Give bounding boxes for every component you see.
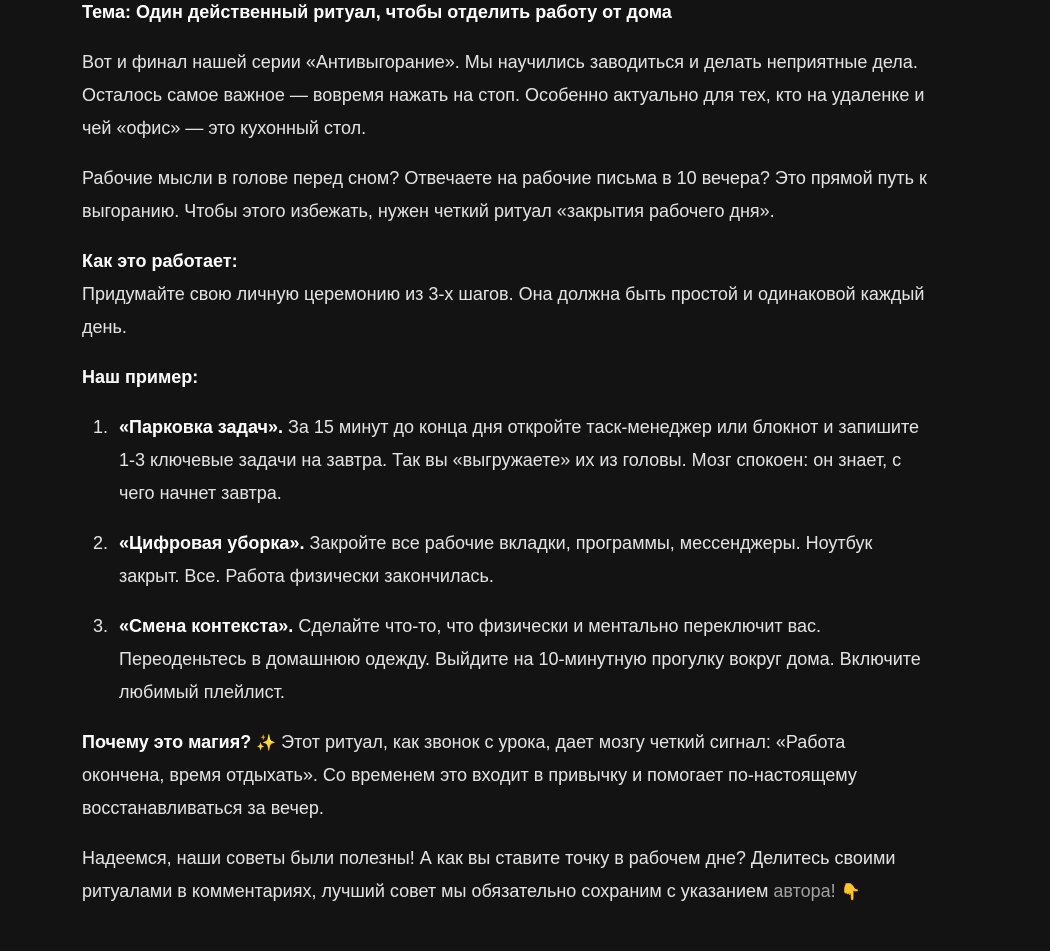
list-item — [82, 527, 932, 593]
magic-text: Этот ритуал, как звонок с урока, дает мозгу четкий сигнал: «Работа окончена, время отдыхать». Со временем это входит в привычку и помогает по-настоящему восстанавливаться за вечер. — [82, 732, 857, 818]
closing-faded-text: автора! — [773, 881, 836, 901]
list-item-number: 1. — [93, 417, 109, 437]
list-item-text: За 15 минут до конца дня откройте таск-менеджер или блокнот и запишите 1-3 ключевые задачи на завтра. Так вы «выгружаете» их из головы. Мозг спокоен: он знает, с чего начнет завтра. — [119, 417, 920, 503]
topic-line — [82, 0, 932, 29]
magic-heading: Почему это магия? — [82, 732, 252, 752]
list-item — [82, 610, 932, 709]
closing-text: Надеемся, наши советы были полезны! А как вы ставите точку в рабочем дне? Делитесь своими ритуалами в комментариях, лучший совет мы обязательно сохраним с указанием — [82, 848, 896, 901]
list-item-title: «Цифровая уборка». — [119, 533, 305, 553]
sparkles-icon: ✨ — [256, 733, 277, 752]
closing-paragraph — [82, 842, 932, 908]
how-it-works-text: Придумайте свою личную церемонию из 3-х шагов. Она должна быть простой и одинаковой каждый день. — [82, 284, 925, 337]
intro-paragraph: Вот и финал нашей серии «Антивыгорание». Мы научились заводиться и делать неприятные дела. Осталось самое важное — вовремя нажать на стоп. Особенно актуально для тех, кто на удаленке и чей «офис» — это кухонный стол. — [82, 52, 925, 138]
magic-paragraph — [82, 726, 932, 825]
example-list — [82, 411, 932, 709]
list-item-text: Закройте все рабочие вкладки, программы, мессенджеры. Ноутбук закрыт. Все. Работа физически закончилась. — [119, 533, 873, 586]
problem-paragraph: Рабочие мысли в голове перед сном? Отвечаете на рабочие письма в 10 вечера? Это прямой путь к выгоранию. Чтобы этого избежать, нужен четкий ритуал «закрытия рабочего дня». — [82, 168, 927, 221]
list-item-number: 2. — [93, 533, 109, 553]
message-body — [82, 0, 932, 925]
list-item — [82, 411, 932, 510]
example-heading-line — [82, 361, 932, 394]
pointing-down-icon: 👇 — [840, 882, 861, 901]
list-item-title: «Смена контекста». — [119, 616, 294, 636]
list-item-title: «Парковка задач». — [119, 417, 283, 437]
how-it-works-heading: Как это работает: — [82, 251, 238, 271]
list-item-text: Сделайте что-то, что физически и ментально переключит вас. Переоденьтесь в домашнюю одежду. Выйдите на 10-минутную прогулку вокруг дома. Включите любимый плейлист. — [119, 616, 921, 702]
how-it-works-section — [82, 245, 932, 344]
topic-label: Тема: Один действенный ритуал, чтобы отделить работу от дома — [82, 2, 672, 22]
example-heading: Наш пример: — [82, 367, 199, 387]
list-item-number: 3. — [93, 616, 109, 636]
